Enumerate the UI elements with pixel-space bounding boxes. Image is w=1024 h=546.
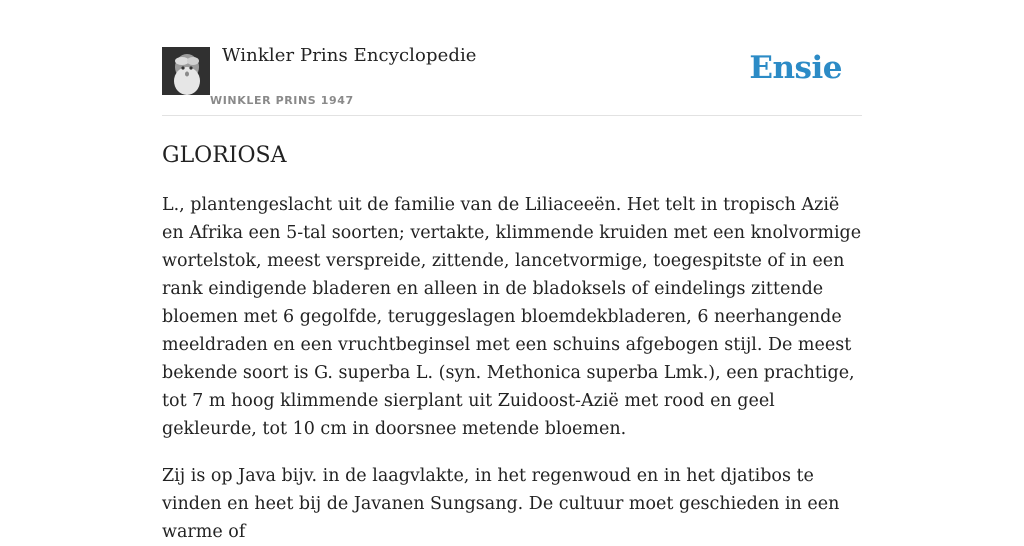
source-name-link[interactable]: Winkler Prins Encyclopedie — [222, 45, 477, 66]
article-paragraph: Zij is op Java bijv. in de laagvlakte, in het regenwoud en in het djatibos te vinden en heet bij de Javanen Sungsang. De cultuur moet geschieden in een warme of — [162, 466, 840, 542]
source-header — [162, 0, 862, 116]
article-paragraph: L., plantengeslacht uit de familie van de Liliaceeën. Het telt in tropisch Azië en Afrika een 5-tal soorten; vertakte, klimmende kruiden met een knolvormige wortelstok, meest verspreide, zittende, lancetvormige, toegespitste of in een rank eindigende bladeren en alleen in de bladoksels of eindelings zittende bloemen met 6 gegolfde, teruggeslagen bloemdekbladeren, 6 neerhangende meeldraden en een vruchtbeginsel met een schuins afgebogen stijl. De meest bekende soort is G. superba L. (syn. Methonica superba Lmk.), een prachtige, tot 7 m hoog klimmende sierplant uit Zuidoost-Azië met rood en geel gekleurde, tot 10 cm in doorsnee metende bloemen. — [162, 195, 862, 439]
article-page — [162, 0, 862, 546]
author-avatar[interactable] — [162, 47, 210, 95]
article-title: GLORIOSA — [162, 143, 287, 168]
source-edition-label: WINKLER PRINS 1947 — [210, 94, 354, 107]
ensie-logo[interactable]: Ensie — [749, 50, 842, 86]
